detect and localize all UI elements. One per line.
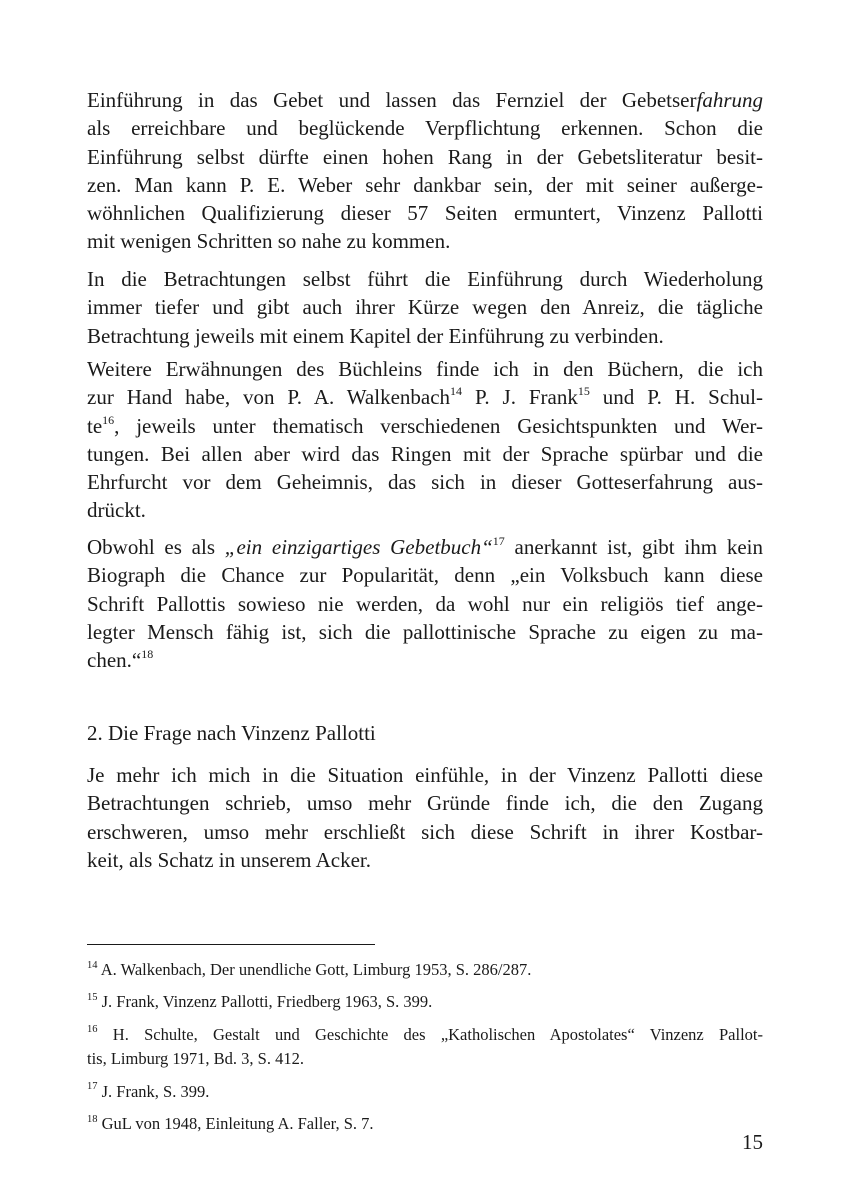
footnote-number: 18 xyxy=(87,1113,98,1125)
footnote-number: 14 xyxy=(87,959,98,971)
text-line: drückt. xyxy=(87,498,146,523)
text-line: Biograph die Chance zur Popularität, denn „ein Volksbuch kann diese xyxy=(87,563,763,588)
paragraph-2 xyxy=(87,265,763,350)
text-line: mit wenigen Schritten so nahe zu kommen. xyxy=(87,229,451,254)
text-line: tungen. Bei allen aber wird das Ringen mit der Sprache spürbar und die xyxy=(87,441,763,466)
text-line: legter Mensch fähig ist, sich die pallottinische Sprache zu eigen zu ma- xyxy=(87,619,763,644)
footnote-line xyxy=(87,1023,763,1047)
text-line: wöhnlichen Qualifizierung dieser 57 Seiten ermuntert, Vinzenz Pallotti xyxy=(87,201,763,226)
italic-quote: „ein einzigartiges Gebetbuch“ xyxy=(224,535,493,559)
footnote-14 xyxy=(87,958,763,982)
footnote-15 xyxy=(87,990,763,1014)
text-span: Obwohl es als xyxy=(87,535,225,559)
text-line: Betrachtung jeweils mit einem Kapitel der Einführung zu verbinden. xyxy=(87,323,664,348)
text-line: In die Betrachtungen selbst führt die Einführung durch Wiederholung xyxy=(87,267,763,291)
footnote-number: 17 xyxy=(87,1081,98,1093)
footnote-text: GuL von 1948, Einleitung A. Faller, S. 7. xyxy=(101,1114,374,1134)
text-span: , jeweils unter thematisch verschiedenen Gesichtspunkten und Wer- xyxy=(114,413,763,438)
footnote-16 xyxy=(87,1023,763,1072)
text-span: te xyxy=(87,413,103,438)
text-line: Schrift Pallottis sowieso nie werden, da wohl nur ein religiös tief ange- xyxy=(87,591,763,616)
text-line: immer tiefer und gibt auch ihrer Kürze wegen den Anreiz, die tägliche xyxy=(87,295,763,320)
italic-span: fahrung xyxy=(696,88,763,112)
footnote-text: H. Schulte, Gestalt und Geschichte des „Katholischen Apostolates“ Vinzenz Pallot- xyxy=(112,1024,764,1044)
footnote-ref[interactable]: 17 xyxy=(492,534,505,548)
text-span: Einführung in das Gebet und lassen das Fernziel der Gebetser xyxy=(87,88,697,112)
footnote-ref[interactable]: 16 xyxy=(102,412,115,427)
text-line: Je mehr ich mich in die Situation einfühle, in der Vinzenz Pallotti diese xyxy=(87,763,763,787)
page-number: 15 xyxy=(742,1130,763,1154)
footnote-17 xyxy=(87,1080,763,1104)
paragraph-3 xyxy=(87,355,763,525)
text-line xyxy=(87,86,763,114)
paragraph-1 xyxy=(87,86,763,256)
text-line: keit, als Schatz in unserem Acker. xyxy=(87,847,372,872)
paragraph-4 xyxy=(87,533,763,674)
text-line: Einführung selbst dürfte einen hohen Rang in der Gebetsliteratur besit- xyxy=(87,144,763,169)
footnote-line xyxy=(87,1047,763,1071)
text-line: Weitere Erwähnungen des Büchleins finde ich in den Büchern, die ich xyxy=(87,357,763,381)
footnote-text: tis, Limburg 1971, Bd. 3, S. 412. xyxy=(87,1049,304,1069)
footnote-ref[interactable]: 18 xyxy=(141,647,154,662)
text-line xyxy=(87,646,763,674)
text-span: und P. H. Schul- xyxy=(589,385,763,410)
footnote-divider xyxy=(87,944,375,945)
text-line: erschweren, umso mehr erschließt sich diese Schrift in ihrer Kostbar- xyxy=(87,819,763,844)
text-line: als erreichbare und beglückende Verpflichtung erkennen. Schon die xyxy=(87,116,763,141)
footnote-number: 15 xyxy=(87,991,98,1003)
text-span: chen.“ xyxy=(87,648,142,673)
footnote-number: 16 xyxy=(87,1024,98,1036)
text-line: Ehrfurcht vor dem Geheimnis, das sich in dieser Gotteserfahrung aus- xyxy=(87,470,763,495)
text-line xyxy=(87,412,763,440)
footnote-18 xyxy=(87,1112,763,1136)
text-line xyxy=(87,383,763,411)
text-span: anerkannt ist, gibt ihm kein xyxy=(504,535,763,559)
footnote-text: A. Walkenbach, Der unendliche Gott, Limburg 1953, S. 286/287. xyxy=(100,960,532,979)
footnote-line xyxy=(87,958,763,982)
text-line: zen. Man kann P. E. Weber sehr dankbar sein, der mit seiner außerge- xyxy=(87,172,763,197)
footnotes xyxy=(87,958,763,1144)
text-line xyxy=(87,533,763,561)
footnote-text: J. Frank, Vinzenz Pallotti, Friedberg 1963, S. 399. xyxy=(101,992,433,1012)
footnote-ref[interactable]: 15 xyxy=(577,384,590,399)
footnote-line xyxy=(87,990,763,1014)
footnote-text: J. Frank, S. 399. xyxy=(101,1081,210,1101)
book-page xyxy=(87,0,763,1200)
text-span: zur Hand habe, von P. A. Walkenbach xyxy=(87,385,451,410)
footnote-line xyxy=(87,1112,763,1136)
section-heading: 2. Die Frage nach Vinzenz Pallotti xyxy=(87,721,376,745)
footnote-ref[interactable]: 14 xyxy=(450,384,463,399)
text-span: P. J. Frank xyxy=(462,385,578,410)
footnote-line xyxy=(87,1080,763,1104)
section-paragraph xyxy=(87,761,763,874)
text-line: Betrachtungen schrieb, umso mehr Gründe finde ich, die den Zugang xyxy=(87,791,763,816)
